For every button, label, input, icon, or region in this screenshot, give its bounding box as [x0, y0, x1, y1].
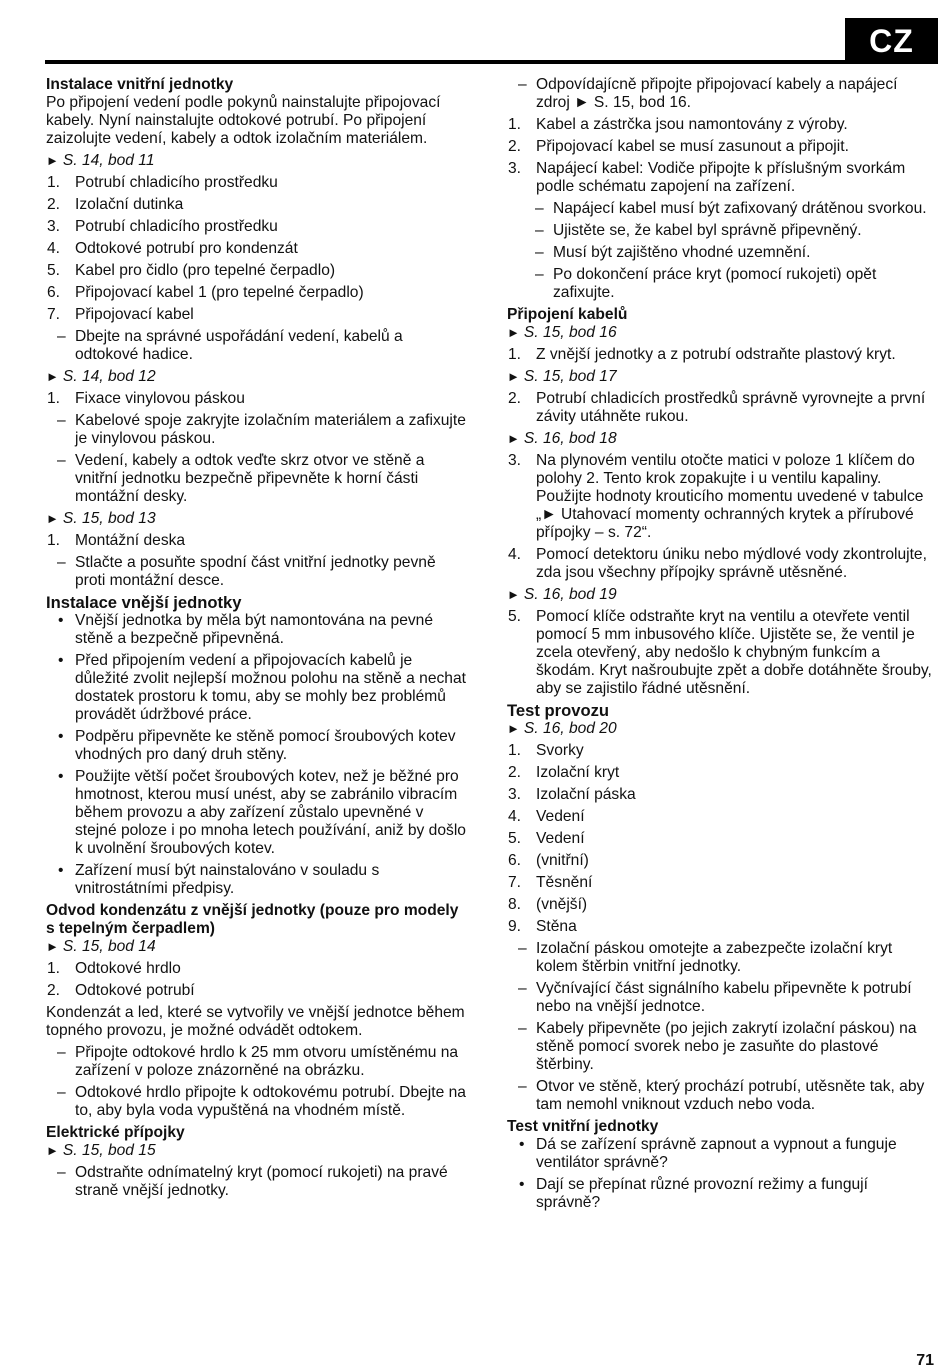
list-item-text: Vedení [536, 808, 585, 825]
list-item-text: Podpěru připevněte ke stěně pomocí šroubových kotev vhodných pro daný druh stěny. [75, 728, 456, 763]
list-item-text: (vnější) [536, 896, 588, 913]
bullet-item [46, 768, 468, 858]
list-item-text: Vedení, kabely a odtok veďte skrz otvor ve stěně a vnitřní jednotku bezpečně připevněte k horní části montážní desky. [75, 452, 425, 505]
dash-item [46, 554, 468, 590]
arrow-right-icon: ► [507, 369, 520, 384]
figure-reference-text: S. 16, bod 19 [523, 586, 617, 603]
list-marker: 3. [508, 786, 522, 803]
list-item-text: Napájecí kabel: Vodiče připojte k příslušným svorkám podle schématu zapojení na zařízení. [536, 160, 906, 195]
dash-item [507, 980, 932, 1016]
numbered-item [507, 852, 932, 870]
numbered-item [507, 116, 932, 134]
list-marker: 2. [508, 138, 522, 155]
list-item-text: Zařízení musí být nainstalováno v souladu s vnitrostátními předpisy. [75, 862, 380, 897]
section-heading: Test provozu [507, 701, 610, 720]
list-item-text: Musí být zajištěno vhodné uzemnění. [553, 244, 811, 261]
arrow-right-icon: ► [46, 939, 59, 954]
numbered-item [507, 786, 932, 804]
list-item-text: Potrubí chladicího prostředku [75, 174, 278, 191]
figure-reference [46, 368, 468, 386]
figure-reference-text: S. 15, bod 16 [523, 324, 617, 341]
list-item-text: Izolační páskou omotejte a zabezpečte izolační kryt kolem štěrbin vnitřní jednotky. [536, 940, 893, 975]
numbered-item [46, 240, 468, 258]
list-marker: • [58, 728, 64, 745]
numbered-item [46, 390, 468, 408]
numbered-item [507, 138, 932, 156]
dash-item [46, 1044, 468, 1080]
numbered-item [507, 546, 932, 582]
list-marker: 2. [47, 982, 61, 999]
figure-reference [46, 152, 468, 170]
list-marker: 2. [508, 764, 522, 781]
list-marker: 9. [508, 918, 522, 935]
figure-reference [507, 720, 932, 738]
numbered-item [507, 808, 932, 826]
list-marker: – [518, 1078, 527, 1095]
paragraph: Kondenzát a led, které se vytvořily ve vnější jednotce během topného provozu, je možné odvádět odtokem. [46, 1004, 465, 1039]
bullet-item [46, 862, 468, 898]
list-marker: – [518, 76, 527, 93]
list-item-text: Otvor ve stěně, který prochází potrubí, utěsněte tak, aby tam nemohl vniknout vzduch nebo voda. [536, 1078, 925, 1113]
numbered-item [507, 764, 932, 782]
list-marker: 3. [508, 160, 522, 177]
list-marker: 4. [47, 240, 61, 257]
list-marker: – [57, 328, 66, 345]
numbered-item [46, 960, 468, 978]
list-item-text: Vedení [536, 830, 585, 847]
list-item-text: Před připojením vedení a připojovacích kabelů je důležité zvolit nejlepší možnou polohu na stěně a nechat dostatek prostoru k tomu, aby se mohly bez problémů provádět údržbové práce. [75, 652, 466, 723]
arrow-right-icon: ► [46, 1143, 59, 1158]
list-item-text: Pomocí klíče odstraňte kryt na ventilu a otevřete ventil pomocí 5 mm inbusového klíče. Ujistěte se, že ventil je zcela otevřený, aby nedošlo k chybným funkcím a škodám. Kryt našroubujte zpět a dobře dotáhněte šrouby, aby se zajistilo řádné utěsnění. [536, 608, 932, 697]
arrow-right-icon: ► [46, 369, 59, 384]
list-marker: 1. [47, 174, 61, 191]
list-item-text: Fixace vinylovou páskou [75, 390, 245, 407]
page-number: 71 [916, 1352, 934, 1369]
arrow-right-icon: ► [507, 431, 520, 446]
left-column [46, 76, 468, 1204]
bullet-item [46, 612, 468, 648]
list-marker: – [535, 266, 544, 283]
list-item-text: Potrubí chladicích prostředků správně vyrovnejte a první závity utáhněte rukou. [536, 390, 926, 425]
list-item-text: Kabel pro čidlo (pro tepelné čerpadlo) [75, 262, 336, 279]
numbered-item [46, 982, 468, 1000]
list-item-text: Odpovídajícně připojte připojovací kabely a napájecí zdroj ► S. 15, bod 16. [536, 76, 898, 111]
list-item-text: Použijte větší počet šroubových kotev, než je běžné pro hmotnost, kterou musí unést, aby se zabránilo vibracím během provozu a aby zařízení zůstalo upevněné v stejné poloze i po mnoha letech používání, aniž by došlo k uvolnění šroubových kotev. [75, 768, 466, 857]
figure-reference-text: S. 15, bod 17 [523, 368, 617, 385]
list-item-text: Izolační páska [536, 786, 636, 803]
list-marker: 6. [47, 284, 61, 301]
section-heading: Odvod kondenzátu z vnější jednotky (pouze pro modely s tepelným čerpadlem) [46, 902, 459, 937]
list-marker: 7. [47, 306, 61, 323]
list-item-text: Na plynovém ventilu otočte matici v poloze 1 klíčem do polohy 2. Tento krok zopakujte i u ventilu kapaliny. Použijte hodnoty krouticího momentu uvedené v tabulce „► Utahovací momenty ochranných krytek a přírubové přípojky – s. 72“. [536, 452, 924, 541]
right-column [507, 76, 932, 1216]
list-marker: • [58, 768, 64, 785]
arrow-right-icon: ► [46, 511, 59, 526]
arrow-right-icon: ► [46, 153, 59, 168]
list-marker: – [535, 244, 544, 261]
list-item-text: Kabel a zástrčka jsou namontovány z výroby. [536, 116, 848, 133]
arrow-right-icon: ► [507, 587, 520, 602]
list-item-text: Odtokové hrdlo připojte k odtokovému potrubí. Dbejte na to, aby byla voda vypuštěná na vhodném místě. [75, 1084, 466, 1119]
sub-dash-item [507, 244, 932, 262]
numbered-item [46, 174, 468, 192]
bullet-item [507, 1176, 932, 1212]
numbered-item [46, 532, 468, 550]
list-item-text: Ujistěte se, že kabel byl správně připevněný. [553, 222, 862, 239]
list-marker: – [535, 200, 544, 217]
section-heading: Připojení kabelů [507, 306, 628, 323]
figure-reference [46, 1142, 468, 1160]
list-item-text: Stlačte a posuňte spodní část vnitřní jednotky pevně proti montážní desce. [75, 554, 436, 589]
list-marker: 1. [508, 742, 522, 759]
list-item-text: Odtokové hrdlo [75, 960, 181, 977]
list-item-text: Izolační dutinka [75, 196, 184, 213]
section-heading: Elektrické přípojky [46, 1124, 185, 1141]
list-item-text: Dbejte na správné uspořádání vedení, kabelů a odtokové hadice. [75, 328, 403, 363]
sub-dash-item [507, 222, 932, 240]
numbered-item [46, 306, 468, 324]
list-marker: – [518, 980, 527, 997]
numbered-item [507, 160, 932, 196]
list-item-text: Dá se zařízení správně zapnout a vypnout a funguje ventilátor správně? [536, 1136, 897, 1171]
numbered-item [507, 452, 932, 542]
figure-reference-text: S. 15, bod 13 [62, 510, 156, 527]
dash-item [507, 1020, 932, 1074]
list-item-text: Izolační kryt [536, 764, 620, 781]
list-marker: 2. [47, 196, 61, 213]
list-marker: 1. [47, 960, 61, 977]
list-item-text: Odtokové potrubí [75, 982, 195, 999]
list-item-text: (vnitřní) [536, 852, 589, 869]
figure-reference [507, 324, 932, 342]
list-marker: 8. [508, 896, 522, 913]
bullet-item [46, 728, 468, 764]
figure-reference-text: S. 14, bod 11 [62, 152, 155, 169]
figure-reference-text: S. 16, bod 20 [523, 720, 617, 737]
numbered-item [507, 390, 932, 426]
numbered-item [507, 830, 932, 848]
list-marker: 6. [508, 852, 522, 869]
list-item-text: Odtokové potrubí pro kondenzát [75, 240, 298, 257]
list-marker: 3. [47, 218, 61, 235]
numbered-item [507, 896, 932, 914]
list-item-text: Kabelové spoje zakryjte izolačním materiálem a zafixujte je vinylovou páskou. [75, 412, 466, 447]
list-item-text: Potrubí chladicího prostředku [75, 218, 278, 235]
section-heading: Test vnitřní jednotky [507, 1118, 659, 1135]
numbered-item [507, 874, 932, 892]
figure-reference [507, 586, 932, 604]
list-marker: 7. [508, 874, 522, 891]
list-item-text: Připojovací kabel se musí zasunout a připojit. [536, 138, 849, 155]
list-marker: 5. [47, 262, 61, 279]
list-marker: 1. [508, 346, 522, 363]
list-item-text: Z vnější jednotky a z potrubí odstraňte plastový kryt. [536, 346, 896, 363]
dash-item [46, 1164, 468, 1200]
list-marker: 2. [508, 390, 522, 407]
dash-item [507, 1078, 932, 1114]
dash-item [46, 452, 468, 506]
numbered-item [507, 918, 932, 936]
list-marker: – [57, 1084, 66, 1101]
figure-reference [507, 430, 932, 448]
list-item-text: Připojovací kabel 1 (pro tepelné čerpadlo) [75, 284, 364, 301]
paragraph: Po připojení vedení podle pokynů nainstalujte připojovací kabely. Nyní nainstalujte odtokové potrubí. Po připojení zaizolujte vedení, kabely a odtok izolačním materiálem. [46, 94, 441, 147]
numbered-item [507, 608, 932, 698]
list-marker: – [57, 554, 66, 571]
bullet-item [46, 652, 468, 724]
numbered-item [46, 284, 468, 302]
numbered-item [507, 742, 932, 760]
dash-item [507, 940, 932, 976]
list-item-text: Vnější jednotka by měla být namontována na pevné stěně a bezpečně připevněná. [75, 612, 434, 647]
list-item-text: Stěna [536, 918, 577, 935]
section-heading: Instalace vnější jednotky [46, 593, 242, 612]
dash-item [507, 76, 932, 112]
numbered-item [507, 346, 932, 364]
list-item-text: Svorky [536, 742, 584, 759]
list-item-text: Připojte odtokové hrdlo k 25 mm otvoru umístěnému na zařízení v poloze znázorněné na obrázku. [75, 1044, 459, 1079]
list-marker: – [518, 1020, 527, 1037]
list-item-text: Napájecí kabel musí být zafixovaný drátěnou svorkou. [553, 200, 927, 217]
header-rule [45, 60, 938, 64]
list-item-text: Po dokončení práce kryt (pomocí rukojeti) opět zafixujte. [553, 266, 877, 301]
numbered-item [46, 196, 468, 214]
list-marker: • [58, 652, 64, 669]
list-item-text: Montážní deska [75, 532, 186, 549]
list-marker: – [57, 1164, 66, 1181]
arrow-right-icon: ► [507, 325, 520, 340]
figure-reference-text: S. 15, bod 14 [62, 938, 156, 955]
arrow-right-icon: ► [507, 721, 520, 736]
dash-item [46, 412, 468, 448]
list-marker: 1. [47, 390, 61, 407]
numbered-item [46, 218, 468, 236]
dash-item [46, 1084, 468, 1120]
figure-reference [46, 938, 468, 956]
list-marker: 1. [47, 532, 61, 549]
list-item-text: Připojovací kabel [75, 306, 194, 323]
sub-dash-item [507, 266, 932, 302]
list-marker: • [519, 1176, 525, 1193]
figure-reference-text: S. 14, bod 12 [62, 368, 156, 385]
list-marker: – [57, 412, 66, 429]
list-marker: – [535, 222, 544, 239]
list-marker: 4. [508, 808, 522, 825]
sub-dash-item [507, 200, 932, 218]
list-marker: – [518, 940, 527, 957]
list-marker: • [58, 862, 64, 879]
list-marker: 3. [508, 452, 522, 469]
list-marker: – [57, 1044, 66, 1061]
list-item-text: Těsnění [536, 874, 593, 891]
list-marker: 4. [508, 546, 522, 563]
list-marker: • [519, 1136, 525, 1153]
list-marker: • [58, 612, 64, 629]
list-item-text: Kabely připevněte (po jejich zakrytí izolační páskou) na stěně pomocí svorek nebo je zasuňte do plastové štěrbiny. [536, 1020, 917, 1073]
language-tab: CZ [845, 18, 938, 64]
bullet-item [507, 1136, 932, 1172]
list-item-text: Odstraňte odnímatelný kryt (pomocí rukojeti) na pravé straně vnější jednotky. [75, 1164, 448, 1199]
numbered-item [46, 262, 468, 280]
figure-reference [46, 510, 468, 528]
figure-reference-text: S. 16, bod 18 [523, 430, 617, 447]
list-item-text: Pomocí detektoru úniku nebo mýdlové vody zkontrolujte, zda jsou všechny přípojky správně utěsněné. [536, 546, 927, 581]
figure-reference [507, 368, 932, 386]
list-marker: 5. [508, 608, 522, 625]
list-marker: – [57, 452, 66, 469]
dash-item [46, 328, 468, 364]
figure-reference-text: S. 15, bod 15 [62, 1142, 156, 1159]
list-marker: 1. [508, 116, 522, 133]
list-item-text: Dají se přepínat různé provozní režimy a fungují správně? [536, 1176, 868, 1211]
list-marker: 5. [508, 830, 522, 847]
list-item-text: Vyčnívající část signálního kabelu připevněte k potrubí nebo na vnější jednotce. [536, 980, 912, 1015]
section-heading: Instalace vnitřní jednotky [46, 76, 234, 93]
